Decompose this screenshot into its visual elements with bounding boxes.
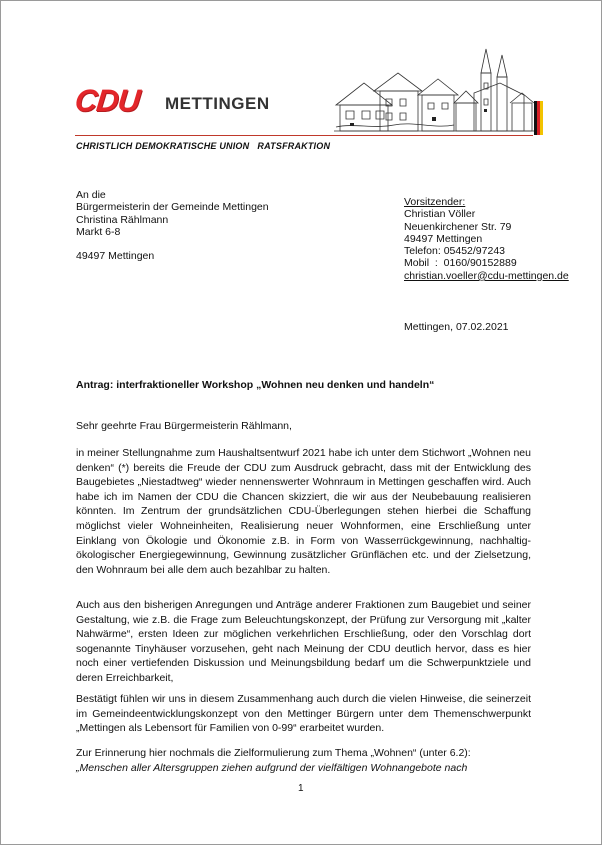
recipient-line: 49497 Mettingen <box>76 250 155 263</box>
sender-line: Christian Völler <box>404 208 476 221</box>
town-sketch-image <box>334 43 536 133</box>
recipient-line: An die <box>76 189 106 201</box>
body-paragraph: Bestätigt fühlen wir uns in diesem Zusammenhang auch durch die vielen Hinweise, die seinerzeit im Gemeindeentwicklungskonzept von den Mettinger Bürgern unter dem Themenschwerpunkt „Mettingen als Lebensort für Familien von 0-99“ erarbeitet wurden. <box>76 693 531 735</box>
logo-location-text: METTINGEN <box>165 94 270 113</box>
flag-stripe-gold <box>540 101 543 135</box>
sender-line: Mobil : 0160/90152889 <box>404 257 517 270</box>
logo-party-text: CDU <box>73 83 142 118</box>
header-divider <box>75 135 533 136</box>
recipient-address <box>76 189 269 263</box>
sender-line: 49497 Mettingen <box>404 232 483 245</box>
recipient-line <box>76 238 269 250</box>
letter-subject: Antrag: interfraktioneller Workshop „Wohnen neu denken und handeln“ <box>76 379 435 391</box>
sender-line: Neuenkirchener Str. 79 <box>404 220 512 233</box>
quote-line: „Menschen aller Altersgruppen ziehen aufgrund der vielfältigen Wohnangebote nach <box>76 762 468 774</box>
body-paragraph: in meiner Stellungnahme zum Haushaltsentwurf 2021 habe ich unter dem Stichwort „Wohnen neu denken“ (*) bereits die Freude der CDU zum Ausdruck gebracht, dass mit der Entwicklung des Baugebietes „Niestadtweg“ wieder nennenswerter Wohnraum in Mettingen geschaffen wird. Auch habe ich im Namen der CDU die Chancen skizziert, die wir aus der Neubebauung realisieren könnten. Im Zentrum der grundsätzlichen CDU-Überlegungen stehen hierbei die Schaffung möglichst vieler Wohneinheiten, Realisierung neuer Wohnformen, eine Erschließung unter Einklang von Ökologie und Ökonomie z.B. in Form von Wasserrückgewinnung, nachhaltig-ökologischer Energiegewinnung, Gewinnung zusätzlicher Grünflächen etc. und der Zielsetzung, den Wohnraum bei alle dem auch bezahlbar zu halten. <box>76 447 531 576</box>
sender-email-link[interactable]: christian.voeller@cdu-mettingen.de <box>404 269 569 282</box>
body-paragraph: Auch aus den bisherigen Anregungen und Anträge anderer Fraktionen zum Baugebiet und seiner Gestaltung, wie z.B. die Frage zum Beleuchtungskonzept, der Prüfung zur Versorgung mit „kalter Nahwärme“, ersten Ideen zur möglichen verkehrlichen Erschließung, oder den Vorschlag dort sogenannte Tinyhäuser vorzusehen, geht nach Meinung der CDU deutlich hervor, dass es hier noch einer vertiefenden Diskussion und Meinungsbildung bedarf um die Schwerpunktziele und deren Erreichbarkeit, <box>76 599 531 684</box>
sender-block <box>404 196 569 282</box>
recipient-line: Christina Rählmann <box>76 213 169 226</box>
sender-heading: Vorsitzender: <box>404 196 466 208</box>
recipient-line: Bürgermeisterin der Gemeinde Mettingen <box>76 201 269 214</box>
salutation: Sehr geehrte Frau Bürgermeisterin Rählmann, <box>76 420 292 432</box>
party-tagline: CHRISTLICH DEMOKRATISCHE UNION RATSFRAKTION <box>76 141 331 151</box>
page-number: 1 <box>298 783 304 794</box>
sender-line: Telefon: 05452/97243 <box>404 245 506 258</box>
body-paragraph: Zur Erinnerung hier nochmals die Zielformulierung zum Thema „Wohnen“ (unter 6.2): <box>76 747 471 759</box>
date-line: Mettingen, 07.02.2021 <box>404 321 509 333</box>
recipient-line: Markt 6-8 <box>76 225 121 238</box>
